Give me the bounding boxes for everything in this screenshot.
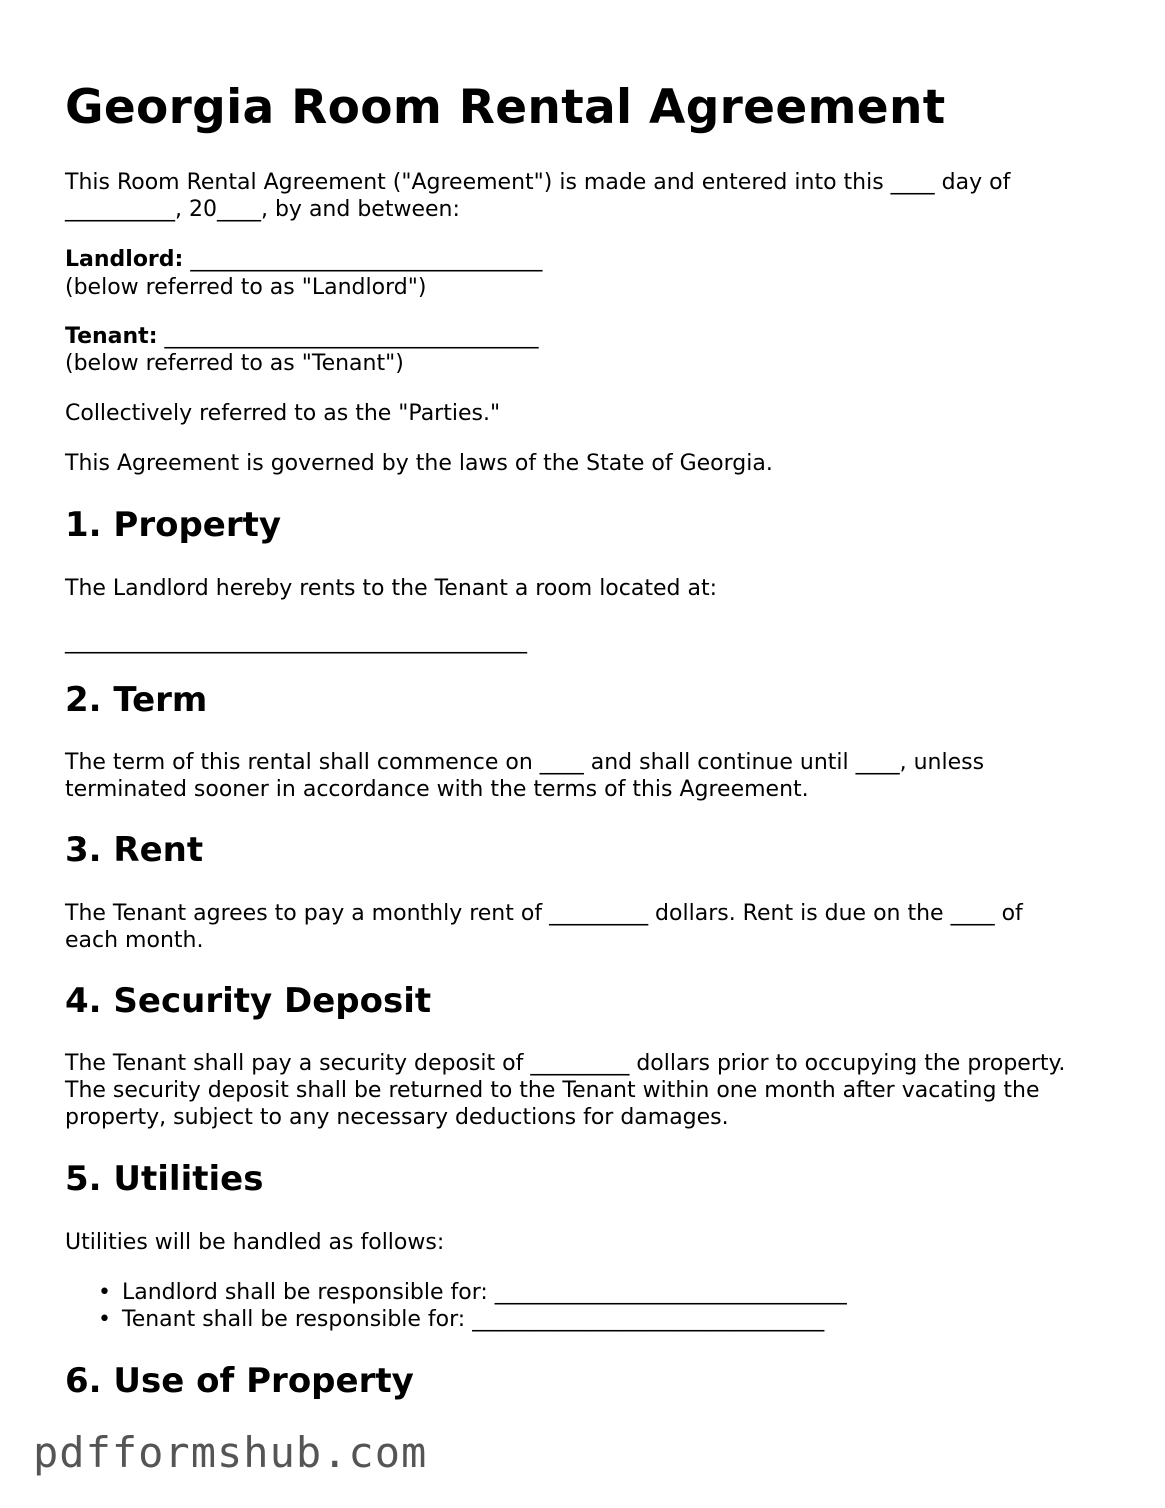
- utilities-landlord-item: Landlord shall be responsible for: ________________________________: [122, 1280, 847, 1305]
- intro-line-2: __________, 20____, by and between:: [65, 197, 460, 222]
- section-term-heading: 2. Term: [65, 680, 208, 720]
- list-item: [65, 1306, 847, 1333]
- landlord-blank: ________________________________: [190, 247, 543, 272]
- section-deposit-heading: 4. Security Deposit: [65, 981, 432, 1021]
- tenant-note: (below referred to as "Tenant"): [65, 351, 404, 376]
- section-deposit-line-2: The security deposit shall be returned to the Tenant within one month after vacating the: [65, 1078, 1040, 1103]
- tenant-field: [65, 323, 539, 350]
- landlord-note: (below referred to as "Landlord"): [65, 275, 427, 300]
- bullet-icon: •: [98, 1307, 111, 1332]
- section-use-heading: 6. Use of Property: [65, 1361, 414, 1401]
- section-rent-line-1: The Tenant agrees to pay a monthly rent of _________ dollars. Rent is due on the ____ of: [65, 901, 1023, 926]
- section-term-line-1: The term of this rental shall commence on ____ and shall continue until ____, unless: [65, 750, 985, 775]
- utilities-tenant-item: Tenant shall be responsible for: ________________________________: [122, 1307, 825, 1332]
- governing-law-text: This Agreement is governed by the laws of the State of Georgia.: [65, 451, 773, 476]
- list-item: [65, 1279, 847, 1306]
- section-term-line-2: terminated sooner in accordance with the terms of this Agreement.: [65, 777, 809, 802]
- section-property-heading: 1. Property: [65, 505, 282, 545]
- tenant-blank: __________________________________: [164, 324, 539, 349]
- section-rent-line-2: each month.: [65, 928, 204, 953]
- landlord-field: [65, 246, 542, 273]
- tenant-label: Tenant:: [65, 324, 158, 349]
- section-deposit-line-3: property, subject to any necessary deductions for damages.: [65, 1105, 729, 1130]
- landlord-label: Landlord:: [65, 247, 184, 272]
- section-utilities-text: Utilities will be handled as follows:: [65, 1230, 445, 1255]
- collectively-text: Collectively referred to as the "Parties.": [65, 401, 501, 426]
- watermark-text: pdfformshub.com: [33, 1428, 428, 1477]
- section-property-text: The Landlord hereby rents to the Tenant a room located at:: [65, 576, 717, 601]
- section-rent-heading: 3. Rent: [65, 830, 204, 870]
- utilities-list: [65, 1279, 847, 1333]
- bullet-icon: •: [98, 1280, 111, 1305]
- section-deposit-line-1: The Tenant shall pay a security deposit of _________ dollars prior to occupying the property.: [65, 1051, 1066, 1076]
- section-utilities-heading: 5. Utilities: [65, 1159, 264, 1199]
- property-address-blank: __________________________________________: [65, 629, 527, 654]
- document-title: Georgia Room Rental Agreement: [65, 80, 946, 135]
- intro-line-1: This Room Rental Agreement ("Agreement") is made and entered into this ____ day of: [65, 170, 1011, 195]
